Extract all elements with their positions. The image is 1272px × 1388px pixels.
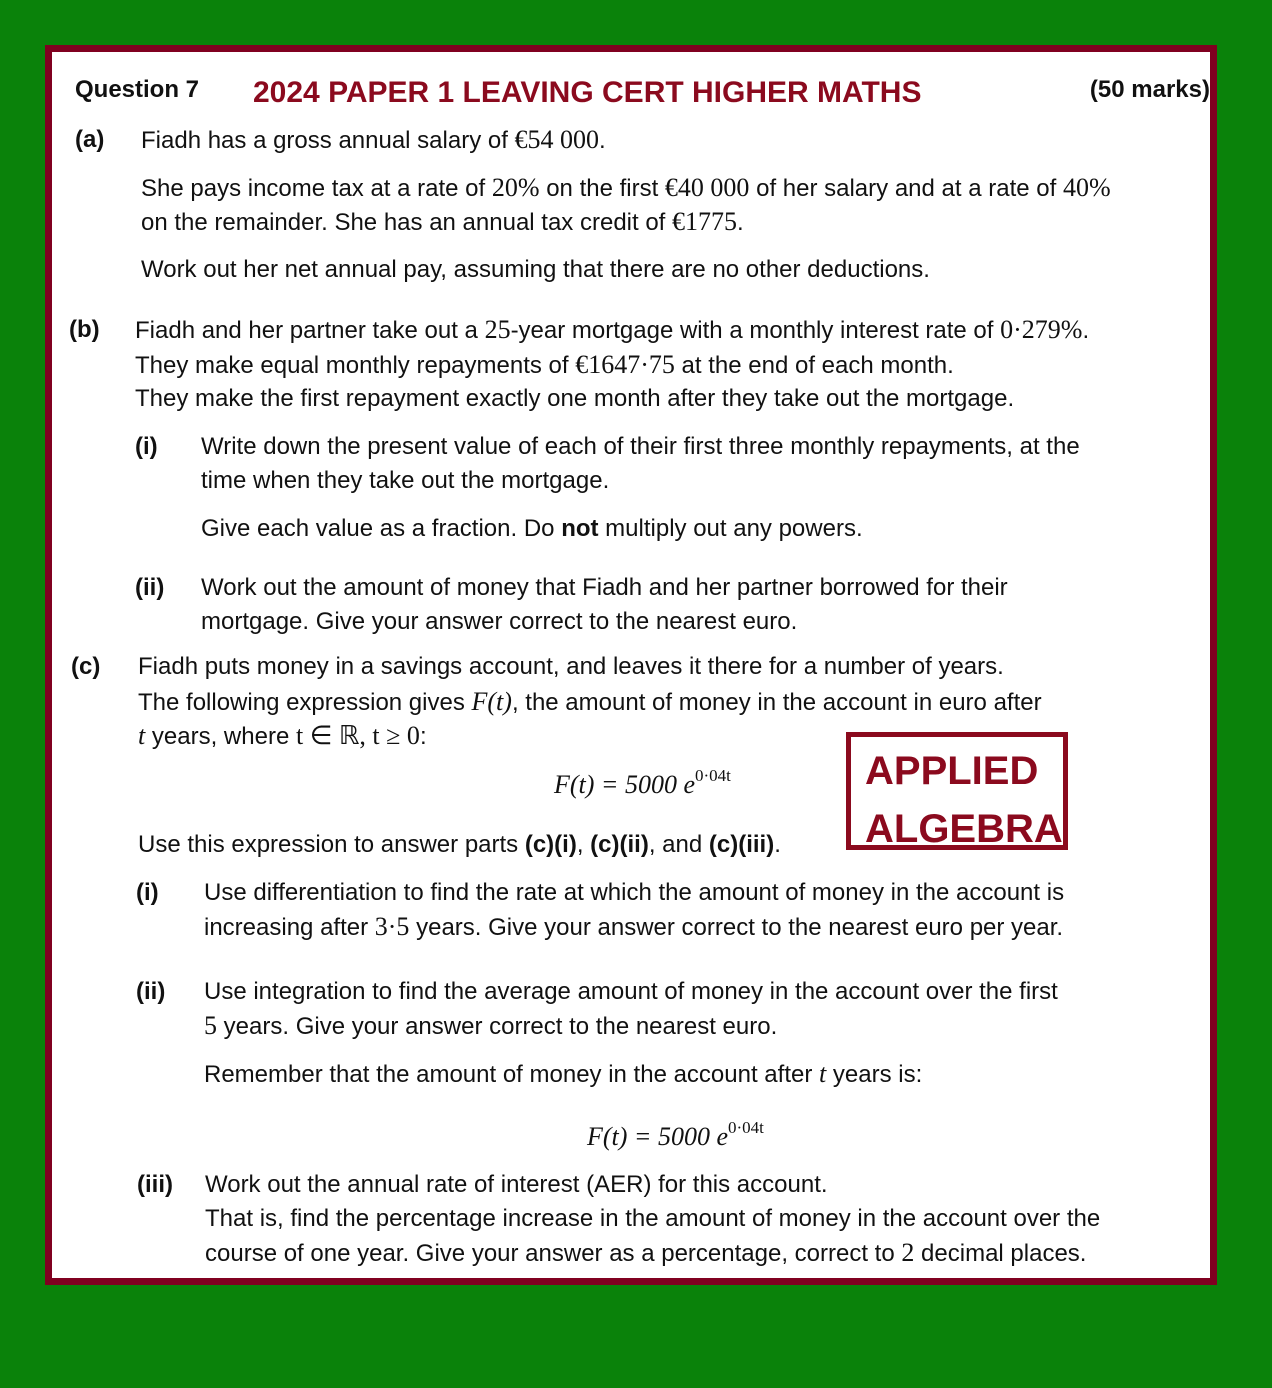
part-a-label: (a) [75, 126, 105, 153]
part-a-line-2: She pays income tax at a rate of 20% on the first €40 000 of her salary and at a rate of 40% [141, 173, 1111, 202]
part-c-iii-line-1: Work out the annual rate of interest (AER) for this account. [205, 1171, 828, 1198]
part-c-line-3: t years, where t ∈ ℝ, t ≥ 0: [138, 721, 427, 750]
marks-label: (50 marks) [1089, 76, 1210, 103]
exam-page [45, 45, 1217, 1285]
part-b-line-1: Fiadh and her partner take out a 25-year mortgage with a monthly interest rate of 0·279%. [135, 315, 1090, 344]
part-b-ii-label: (ii) [135, 574, 165, 601]
part-c-iii-line-3: course of one year. Give your answer as a percentage, correct to 2 decimal places. [205, 1238, 1087, 1267]
part-b-ii-line-2: mortgage. Give your answer correct to the nearest euro. [201, 610, 798, 634]
part-b-label: (b) [69, 316, 100, 343]
question-number: Question 7 [75, 76, 200, 103]
part-a-line-4: Work out her net annual pay, assuming that there are no other deductions. [141, 256, 930, 283]
part-c-i-line-1: Use differentiation to find the rate at which the amount of money in the account is [204, 879, 1065, 906]
part-c-i-line-2: increasing after 3·5 years. Give your answer correct to the nearest euro per year. [204, 912, 1064, 941]
part-c-i-label: (i) [136, 879, 159, 906]
part-c-ii-label: (ii) [136, 978, 166, 1005]
topic-stamp [846, 732, 1068, 850]
part-b-i-label: (i) [135, 433, 158, 460]
part-b-line-2: They make equal monthly repayments of €1647·75 at the end of each month. [135, 350, 954, 379]
part-b-i-line-2: time when they take out the mortgage. [201, 467, 610, 494]
part-c-label: (c) [71, 653, 101, 680]
part-b-line-3: They make the first repayment exactly one month after they take out the mortgage. [135, 385, 1015, 412]
part-b-i-line-1: Write down the present value of each of their first three monthly repayments, at the [201, 433, 1080, 460]
part-c-ii-line-1: Use integration to find the average amount of money in the account over the first [204, 978, 1058, 1005]
formula-2: F(t) = 5000 $e^{0\cdot 04t}$ [587, 1118, 764, 1151]
stamp-line-2: ALGEBRA [865, 807, 1063, 851]
part-c-line-4: Use this expression to answer parts (c)(i), (c)(ii), and (c)(iii). [138, 831, 781, 858]
part-c-line-2: The following expression gives F(t), the amount of money in the account in euro after [138, 687, 1042, 716]
part-c-iii-label: (iii) [137, 1171, 173, 1198]
part-b-ii-line-1: Work out the amount of money that Fiadh and her partner borrowed for their [201, 574, 1008, 601]
part-c-line-1: Fiadh puts money in a savings account, and leaves it there for a number of years. [138, 653, 1004, 680]
part-c-ii-line-2: 5 years. Give your answer correct to the nearest euro. [204, 1011, 778, 1040]
part-c-ii-line-3: Remember that the amount of money in the account after t years is: [204, 1059, 923, 1088]
formula-1: F(t) = 5000 $e^{0\cdot 04t}$ [554, 766, 731, 799]
part-a-line-1: Fiadh has a gross annual salary of €54 000. [141, 125, 606, 154]
stamp-line-1: APPLIED [865, 749, 1039, 793]
page-title: 2024 PAPER 1 LEAVING CERT HIGHER MATHS [253, 76, 922, 109]
part-a-line-3: on the remainder. She has an annual tax credit of €1775. [141, 207, 744, 236]
part-c-iii-line-2: That is, find the percentage increase in the amount of money in the account over the [205, 1205, 1101, 1232]
part-b-i-line-3: Give each value as a fraction. Do not multiply out any powers. [201, 515, 863, 542]
